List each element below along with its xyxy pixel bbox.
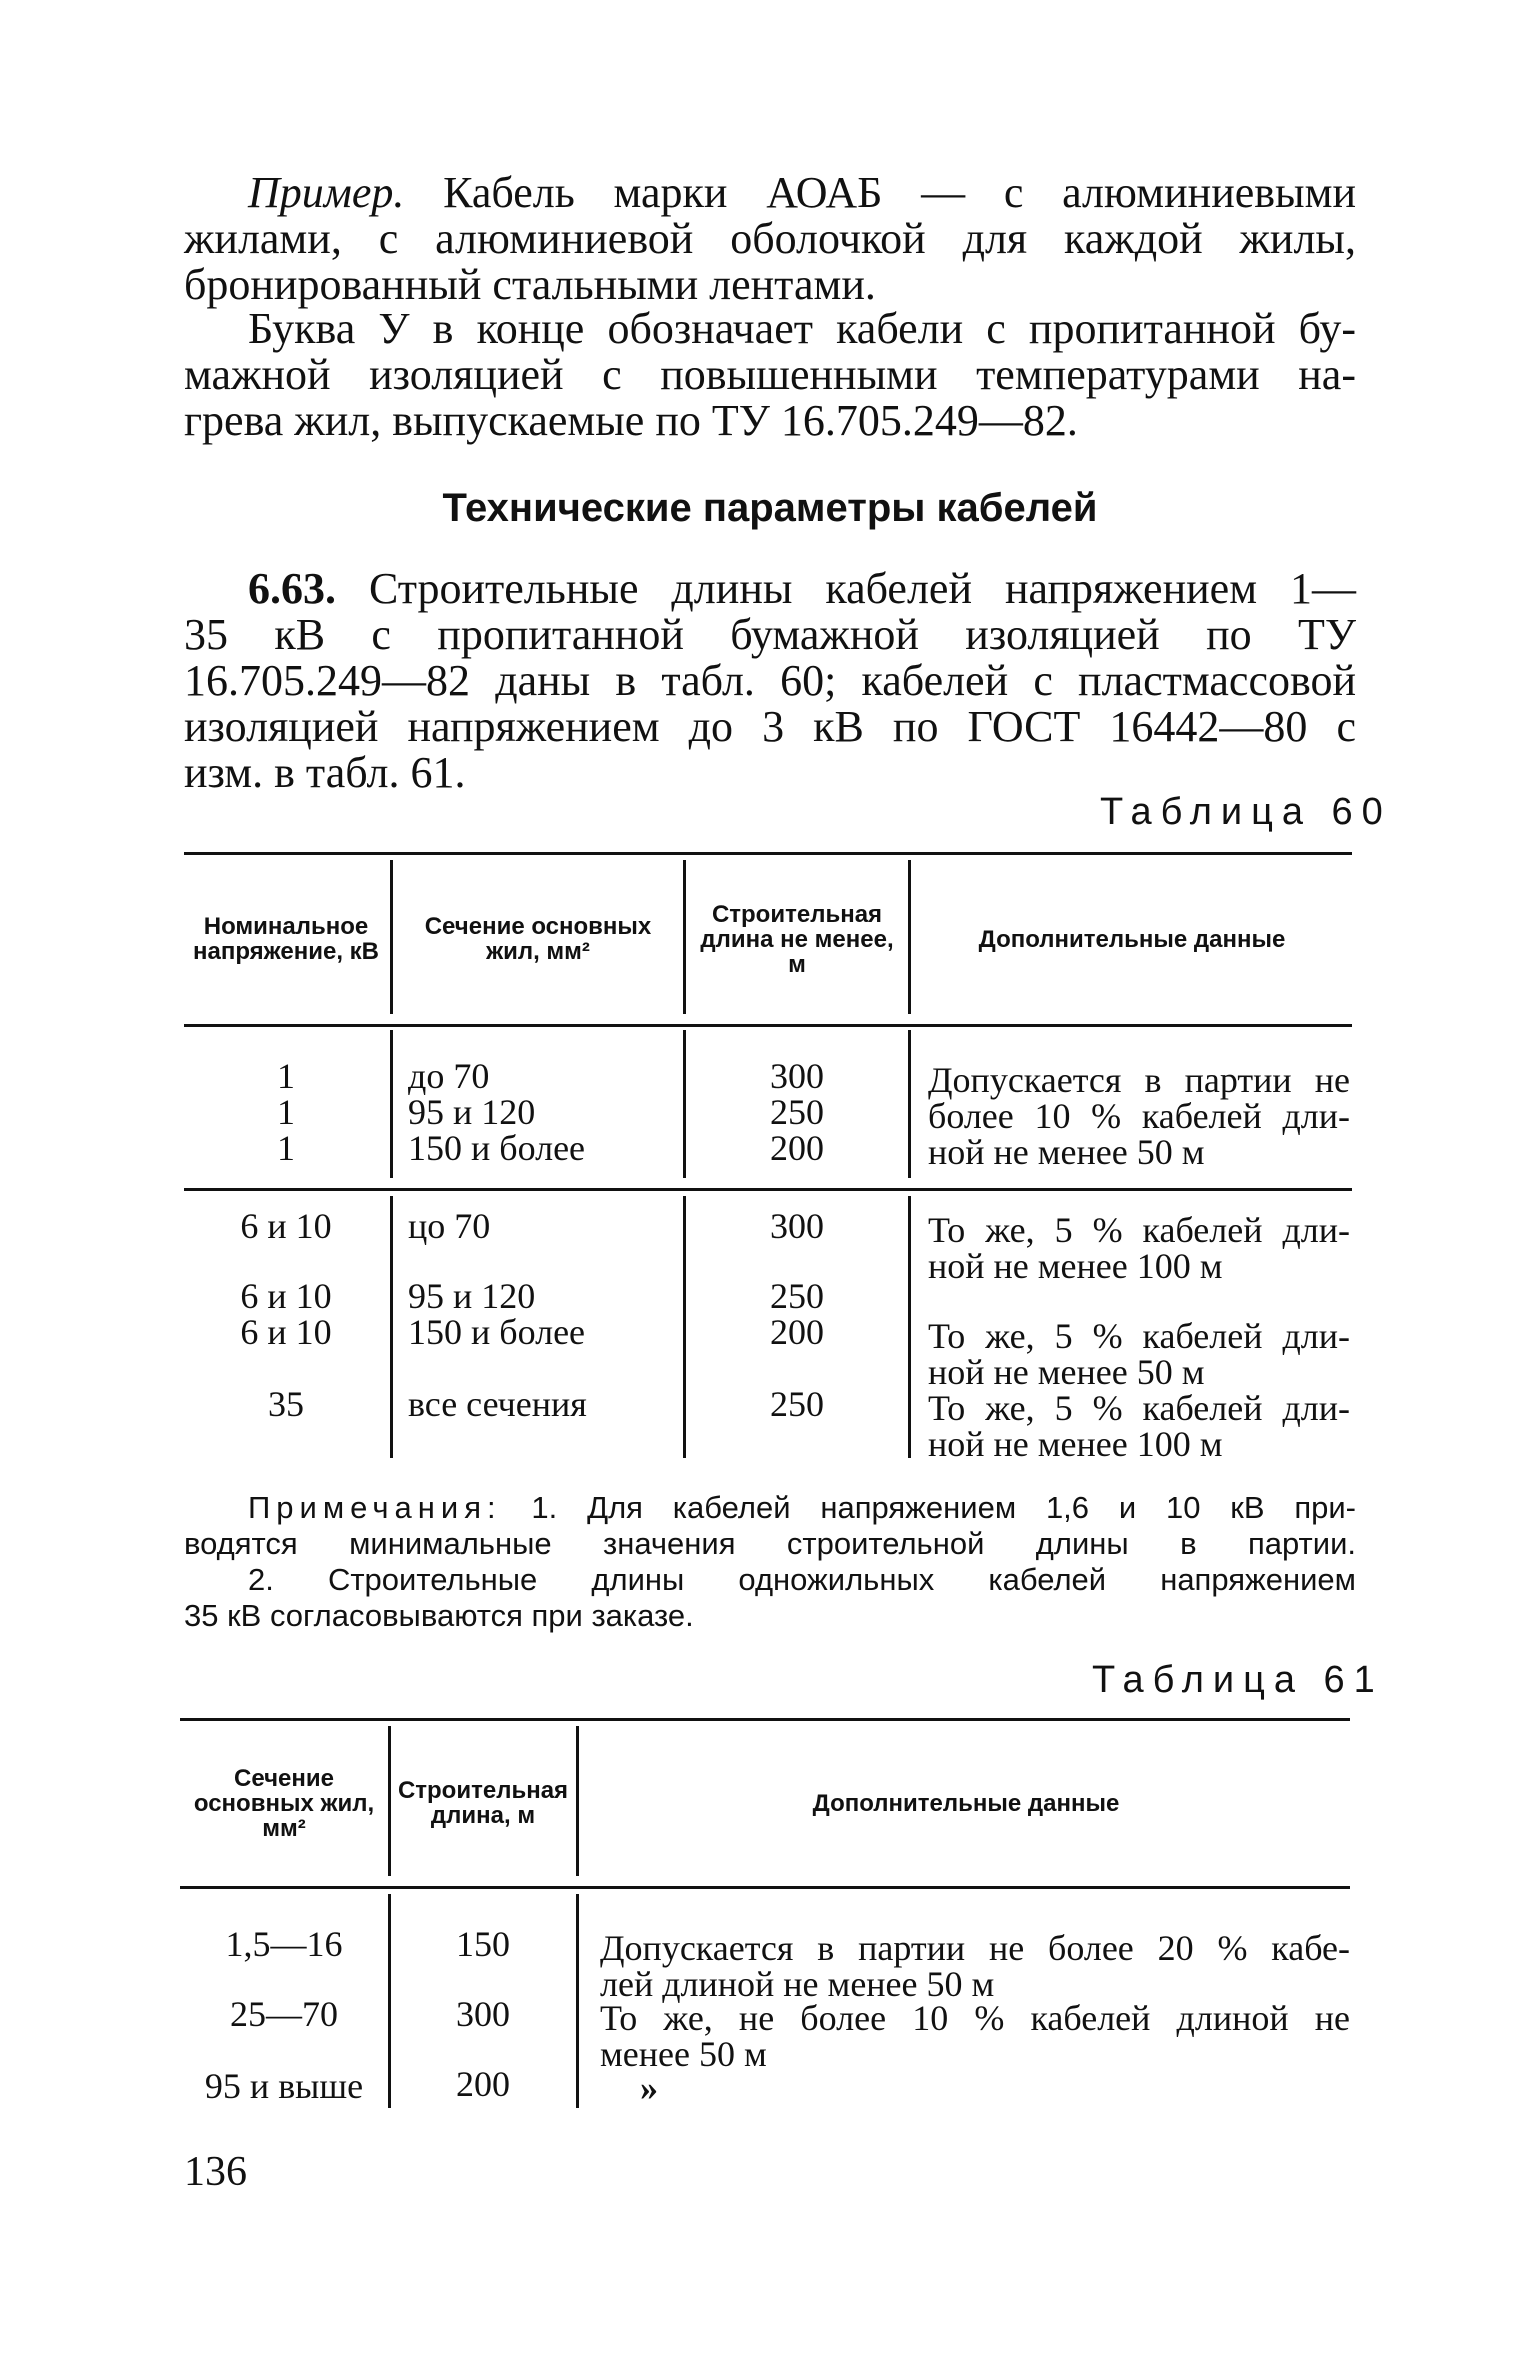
t61-header-extra: Дополнительные данные <box>812 1789 1120 1817</box>
t61-hdr-divider-1 <box>388 1726 391 1876</box>
note-line-2: водятся минимальные значения строительной длины в партии. <box>184 1526 1356 1561</box>
p663-line-2: 35 кВ с пропитанной бумажной изоляцией по ТУ <box>184 610 1356 659</box>
t60-g1-length-3: 200 <box>770 1128 824 1168</box>
t61-row3-length: 200 <box>456 2064 510 2104</box>
t60-g2-length-1: 300 <box>770 1206 824 1246</box>
table61-caption: Таблица 61 <box>1092 1659 1384 1701</box>
t61-row1-extra-line-1: Допускается в партии не более 20 % кабе- <box>600 1928 1350 1968</box>
t60-g1-extra-line-3: ной не менее 50 м <box>928 1132 1205 1172</box>
t60-g1-divider-3 <box>908 1030 911 1178</box>
example-line-2: жилами, с алюминиевой оболочкой для каждой жилы, <box>184 214 1356 263</box>
t60-g2-divider-3 <box>908 1196 911 1458</box>
t60-header-extra: Дополнительные данные <box>978 925 1286 953</box>
p663-line-5: изм. в табл. 61. <box>184 748 466 797</box>
page-number: 136 <box>184 2149 247 2195</box>
t60-g1-section-3: 150 и более <box>408 1128 586 1168</box>
letter-line-3: грева жил, выпускаемые по ТУ 16.705.249—82. <box>184 396 1078 445</box>
t60-g2-length-4: 250 <box>770 1384 824 1424</box>
t60-g1-section-1: до 70 <box>408 1056 490 1096</box>
t60-g2-extra-c <box>928 1390 1350 1462</box>
t61-body-divider-2 <box>576 1894 579 2108</box>
t60-g2-section-1: цо 70 <box>408 1206 491 1246</box>
t60-hdr-divider-2 <box>683 860 686 1014</box>
t60-g1-extra-line-1: Допускается в партии не <box>928 1060 1350 1100</box>
t60-g2-extra-a-line-2: ной не менее 100 м <box>928 1246 1223 1286</box>
letter-line-2: мажной изоляцией с повышенными температурами на- <box>184 350 1356 399</box>
t60-hdr-divider-3 <box>908 860 911 1014</box>
t60-g2-extra-b-line-2: ной не менее 50 м <box>928 1352 1205 1392</box>
note-line-4: 35 кВ согласовываются при заказе. <box>184 1598 694 1633</box>
t60-header-voltage: Номинальное напряжение, кВ <box>192 913 379 965</box>
t60-g2-extra-a <box>928 1212 1350 1284</box>
p663-line-3: 16.705.249—82 даны в табл. 60; кабелей с пластмассовой <box>184 656 1356 705</box>
t61-row2-length: 300 <box>456 1994 510 2034</box>
t61-row1-extra-line-2: лей длиной не менее 50 м <box>600 1964 995 2004</box>
t60-g2-voltage-3: 6 и 10 <box>240 1312 332 1352</box>
table60-caption: Таблица 60 <box>1100 791 1392 833</box>
t61-row1-length: 150 <box>456 1924 510 1964</box>
t61-row2-extra-line-1: То же, не более 10 % кабелей длиной не <box>600 1998 1350 2038</box>
p663-text-1: Строительные длины кабелей напряжением 1— <box>368 564 1357 613</box>
t60-g2-extra-c-line-1: То же, 5 % кабелей дли- <box>928 1388 1350 1428</box>
table61-top-rule <box>180 1718 1350 1721</box>
t61-row3-extra: » <box>640 2068 658 2108</box>
t60-g2-divider-2 <box>683 1196 686 1458</box>
t61-row1-section: 1,5—16 <box>225 1924 343 1964</box>
t60-g2-divider-1 <box>390 1196 393 1458</box>
table61-header-rule <box>180 1886 1350 1889</box>
example-line-1 <box>184 170 1356 216</box>
p663-line-1 <box>184 566 1356 612</box>
example-line-3: бронированный стальными лентами. <box>184 260 876 309</box>
paragraph-number: 6.63. <box>248 564 336 613</box>
note-text-1: 1. Для кабелей напряжением 1,6 и 10 кВ при- <box>531 1490 1356 1525</box>
t60-g2-length-2: 250 <box>770 1276 824 1316</box>
section-title: Технические параметры кабелей <box>442 486 1098 530</box>
t61-row2-extra-line-2: менее 50 м <box>600 2034 767 2074</box>
table60-top-rule <box>184 852 1352 855</box>
t60-g2-extra-b <box>928 1318 1350 1390</box>
letter-line-1: Буква У в конце обозначает кабели с пропитанной бу- <box>248 304 1356 353</box>
table60-notes <box>184 1490 1356 1634</box>
note-line-3: 2. Строительные длины одножильных кабелей напряжением <box>248 1562 1356 1597</box>
notes-label: Примечания: <box>248 1490 502 1525</box>
t60-g2-section-4: все сечения <box>408 1384 587 1424</box>
t60-g1-divider-2 <box>683 1030 686 1178</box>
t61-row1-extra <box>600 1930 1350 2002</box>
t60-g2-extra-a-line-1: То же, 5 % кабелей дли- <box>928 1210 1350 1250</box>
t60-g1-voltage-2: 1 <box>277 1092 295 1132</box>
example-paragraph <box>184 170 1356 308</box>
t61-body-divider-1 <box>388 1894 391 2108</box>
t60-g2-extra-c-line-2: ной не менее 100 м <box>928 1424 1223 1464</box>
note-line-1 <box>184 1490 1356 1526</box>
example-label: Пример. <box>248 168 405 217</box>
t60-g2-voltage-1: 6 и 10 <box>240 1206 332 1246</box>
t60-g2-length-3: 200 <box>770 1312 824 1352</box>
t60-header-length: Строительная длина не менее, м <box>700 900 894 978</box>
example-text-1: Кабель марки АОАБ — с алюминиевыми <box>443 168 1356 217</box>
t60-g2-extra-b-line-1: То же, 5 % кабелей дли- <box>928 1316 1350 1356</box>
p663-line-4: изоляцией напряжением до 3 кВ по ГОСТ 16442—80 с <box>184 702 1356 751</box>
t60-g2-section-3: 150 и более <box>408 1312 586 1352</box>
letter-paragraph <box>184 306 1356 444</box>
t60-g1-length-2: 250 <box>770 1092 824 1132</box>
t60-g2-voltage-4: 35 <box>268 1384 304 1424</box>
t60-g1-divider-1 <box>390 1030 393 1178</box>
t61-header-section: Сечение основных жил, мм² <box>193 1764 375 1842</box>
paragraph-6-63 <box>184 566 1356 796</box>
t61-row3-section: 95 и выше <box>204 2066 364 2106</box>
table60-group-rule <box>184 1188 1352 1191</box>
t60-g1-extra-line-2: более 10 % кабелей дли- <box>928 1096 1350 1136</box>
t60-g2-voltage-2: 6 и 10 <box>240 1276 332 1316</box>
t60-g1-length-1: 300 <box>770 1056 824 1096</box>
table60-header-rule <box>184 1024 1352 1027</box>
t60-g1-voltage-3: 1 <box>277 1128 295 1168</box>
t61-row2-extra <box>600 2000 1350 2072</box>
t60-g2-section-2: 95 и 120 <box>408 1276 536 1316</box>
t60-g1-extra <box>928 1062 1350 1170</box>
t60-g1-voltage-1: 1 <box>277 1056 295 1096</box>
t60-hdr-divider-1 <box>390 860 393 1014</box>
t61-header-length: Строительная длина, м <box>397 1777 569 1829</box>
t61-hdr-divider-2 <box>576 1726 579 1876</box>
t61-row2-section: 25—70 <box>230 1994 338 2034</box>
t60-header-section: Сечение основных жил, мм² <box>424 913 652 965</box>
t60-g1-section-2: 95 и 120 <box>408 1092 536 1132</box>
